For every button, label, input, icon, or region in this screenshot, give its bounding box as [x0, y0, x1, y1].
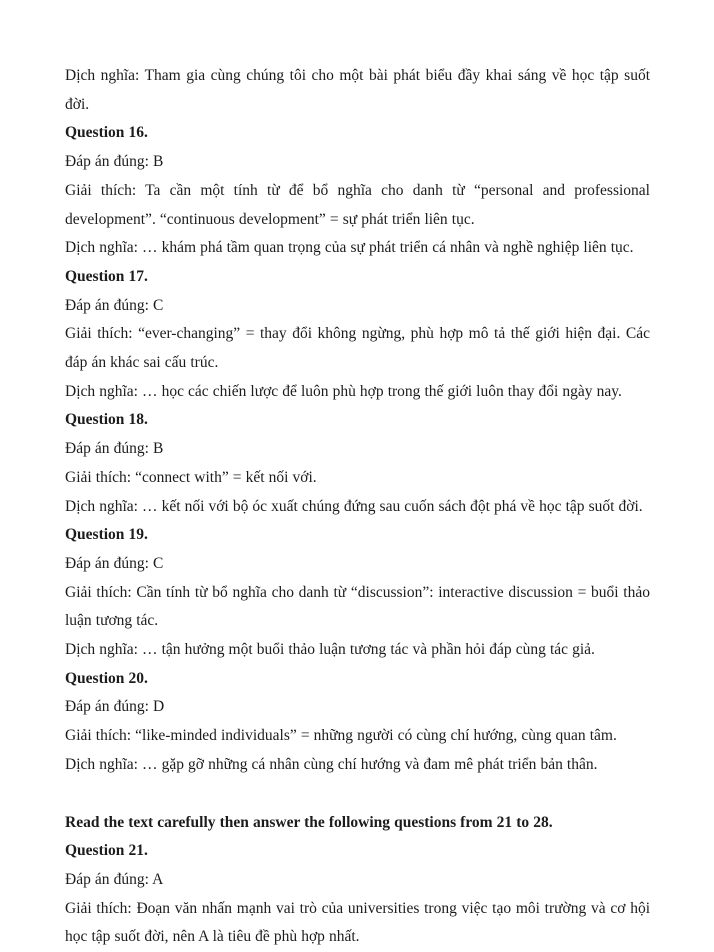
text-line: Đáp án đúng: A	[65, 870, 164, 888]
text-line: Dịch nghĩa: … học các chiến lược để luôn phù hợp trong thế giới luôn thay đổi ngày nay.	[65, 382, 622, 400]
heading-line: Question 17.	[65, 267, 148, 285]
text-line: Đáp án đúng: B	[65, 153, 164, 171]
text-line: Dịch nghĩa: … gặp gỡ những cá nhân cùng chí hướng và đam mê phát triển bản thân.	[65, 755, 598, 773]
text-line: Dịch nghĩa: Tham gia cùng chúng tôi cho một bài phát biểu đầy khai sáng về học tập suốt đời.	[65, 67, 650, 113]
text-line: Giải thích: “like-minded individuals” = những người có cùng chí hướng, cùng quan tâm.	[65, 727, 617, 745]
heading-line: Read the text carefully then answer the following questions from 21 to 28.	[65, 813, 553, 831]
text-line: Giải thích: Cần tính từ bổ nghĩa cho danh từ “discussion”: interactive discussion = buổi thảo luận tương tác.	[65, 583, 650, 630]
text-line: Đáp án đúng: C	[65, 296, 164, 314]
heading-line: Question 21.	[65, 842, 148, 860]
text-line: Đáp án đúng: D	[65, 698, 165, 716]
text-line: Dịch nghĩa: … khám phá tầm quan trọng của sự phát triển cá nhân và nghề nghiệp liên tục.	[65, 239, 634, 257]
text-line: Dịch nghĩa: … tận hưởng một buổi thảo luận tương tác và phần hỏi đáp cùng tác giả.	[65, 641, 595, 659]
heading-line: Question 16.	[65, 124, 148, 142]
text-line: Dịch nghĩa: … kết nối với bộ óc xuất chúng đứng sau cuốn sách đột phá về học tập suốt đời.	[65, 497, 643, 515]
heading-line: Question 20.	[65, 669, 148, 687]
text-line: Giải thích: “connect with” = kết nối với.	[65, 468, 317, 486]
text-line: Giải thích: Đoạn văn nhấn mạnh vai trò của universities trong việc tạo môi trường và cơ hội học tập suốt đời, nên A là tiêu đề phù hợp nhất.	[65, 899, 650, 946]
text-line: Đáp án đúng: C	[65, 554, 164, 572]
text-line: Giải thích: Ta cần một tính từ để bổ nghĩa cho danh từ “personal and professional development”. “continuous development” = sự phát triển liên tục.	[65, 181, 650, 228]
heading-line: Question 19.	[65, 526, 148, 544]
heading-line: Question 18.	[65, 411, 148, 429]
text-line: Giải thích: “ever-changing” = thay đổi không ngừng, phù hợp mô tả thế giới hiện đại. Các đáp án khác sai cấu trúc.	[65, 325, 650, 372]
text-line: Đáp án đúng: B	[65, 440, 164, 458]
